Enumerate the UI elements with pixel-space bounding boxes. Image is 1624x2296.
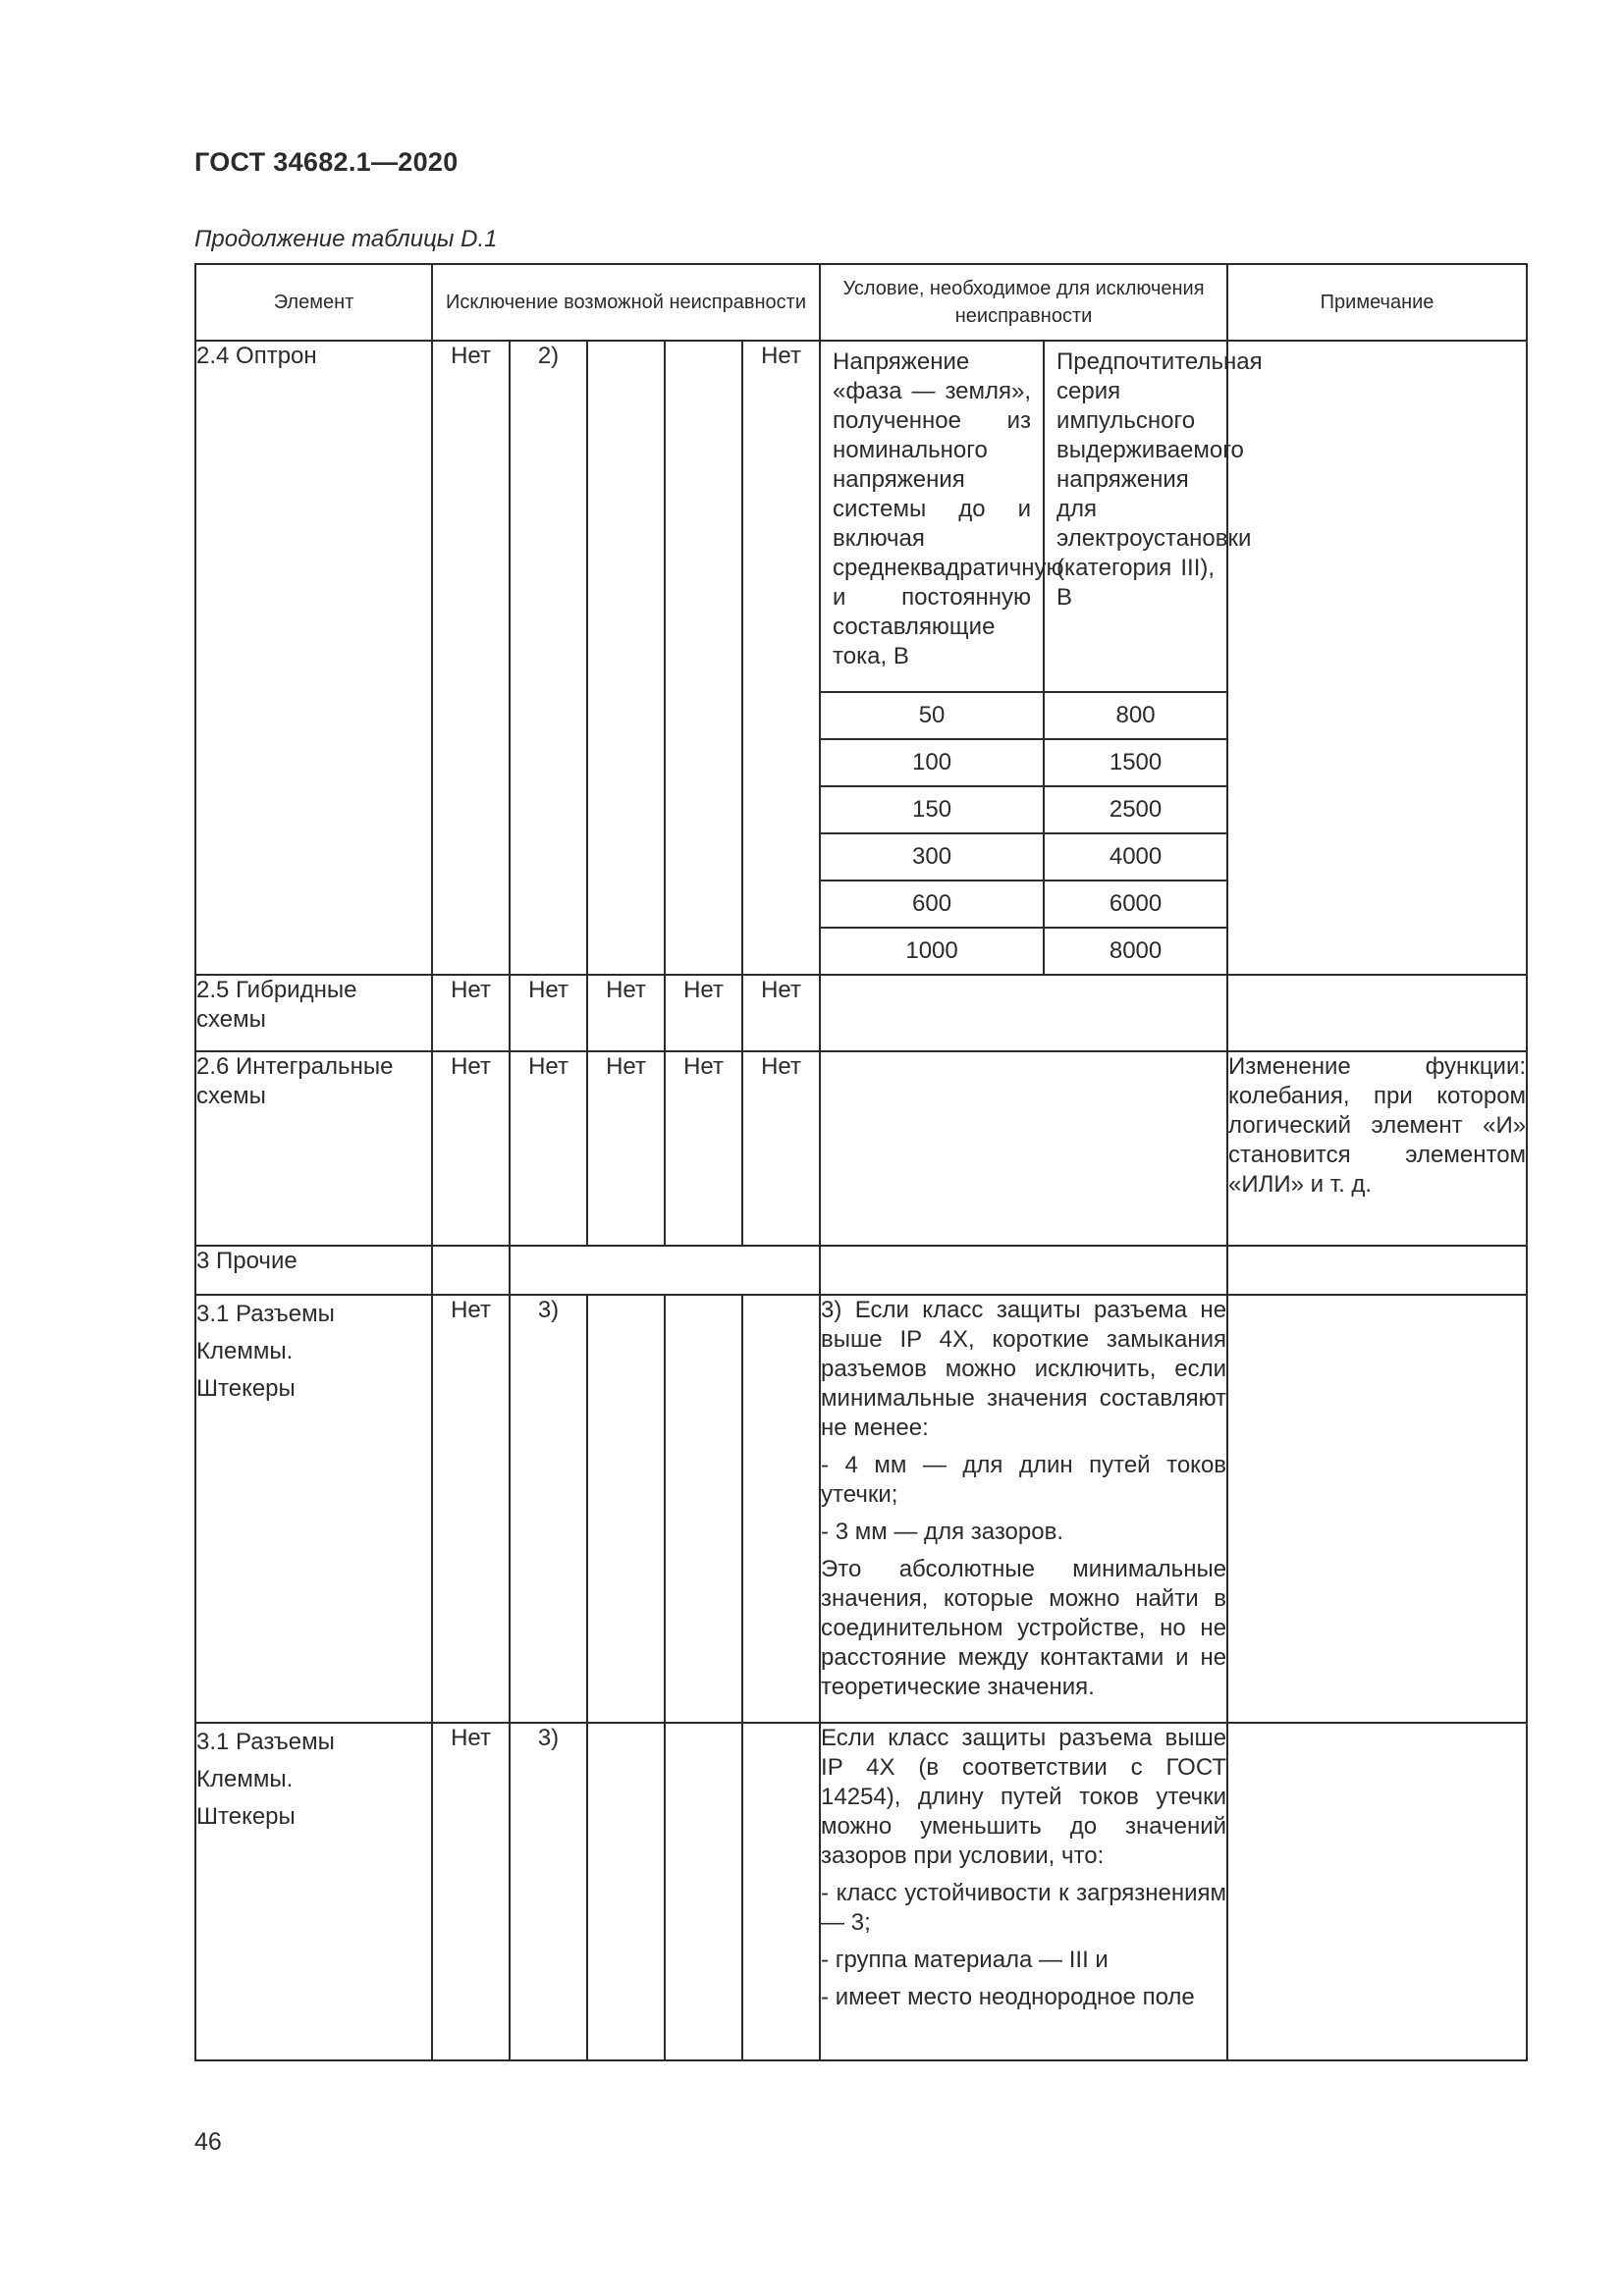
voltage-value: 600 [821,881,1044,928]
exclusion-cell: Нет [665,1051,742,1246]
note-cell [1227,341,1527,975]
exclusion-cell: Нет [665,975,742,1051]
exclusion-cell: Нет [587,1051,665,1246]
voltage-value: 150 [821,786,1044,833]
exclusion-cell: Нет [432,975,510,1051]
header-row [195,264,1527,341]
exclusion-cell: Нет [742,975,820,1051]
element-line: Штекеры [196,1803,296,1830]
condition-cell [820,1723,1227,2060]
element-line: Штекеры [196,1375,296,1402]
exclusion-cell: Нет [587,975,665,1051]
exclusion-cell: Нет [510,975,587,1051]
exclusion-cell: Нет [510,1051,587,1246]
impulse-value: 4000 [1044,833,1226,881]
header-note: Примечание [1227,264,1527,341]
condition-paragraph: Это абсолютные минимальные значения, которые можно найти в соединительном устройстве, но не расстояние между контактами и не теоретические значения. [821,1556,1227,1700]
exclusion-cell: Нет [432,1051,510,1246]
table-row [195,341,1527,975]
table-row [195,1723,1527,2060]
element-line: 3.1 Разъемы [196,1301,335,1327]
impulse-value: 2500 [1044,786,1226,833]
element-cell: 2.4 Оптрон [195,341,432,975]
element-cell: 2.6 Интегральные схемы [195,1051,432,1246]
element-cell [195,1723,432,2060]
page-number: 46 [194,2128,222,2156]
header-condition: Условие, необходимое для исключения неисправности [820,264,1227,341]
exclusion-cell [665,341,742,975]
note-cell: Изменение функции: колебания, при котором логический элемент «И» становится элементом «ИЛИ» и т. д. [1227,1051,1527,1246]
element-cell: 2.5 Гибридные схемы [195,975,432,1051]
condition-paragraph: - 4 мм — для длин путей токов утечки; [821,1452,1227,1508]
voltage-table [821,342,1263,974]
element-line: Клеммы. [196,1338,294,1364]
condition-paragraph: Если класс защиты разъема выше IP 4X (в соответствии с ГОСТ 14254), длину путей токов утечки можно уменьшить до значений зазоров при условии, что: [821,1725,1227,1869]
condition-paragraph: 3) Если класс защиты разъема не выше IP 4X, короткие замыкания разъемов можно исключить, если минимальные значения составляют не менее: [821,1297,1227,1441]
exclusion-cell: Нет [742,341,820,975]
impulse-value: 800 [1044,692,1226,739]
exclusion-cell: 3) [510,1723,587,2060]
voltage-header: Напряжение «фаза — земля», полученное из номинального напряжения системы до и включая среднеквадратичную и постоянную составляющие тока, В [821,342,1044,692]
voltage-value: 50 [821,692,1044,739]
condition-paragraph: - 3 мм — для зазоров. [821,1519,1064,1545]
table-row [195,1051,1527,1246]
condition-cell [820,975,1227,1051]
condition-paragraph: - класс устойчивости к загрязнениям — 3; [821,1880,1227,1936]
condition-cell [820,1295,1227,1723]
impulse-value: 1500 [1044,739,1226,786]
voltage-value: 300 [821,833,1044,881]
exclusion-cell: 3) [510,1295,587,1723]
element-line: 3.1 Разъемы [196,1729,335,1755]
exclusion-cell: 2) [510,341,587,975]
impulse-value: 8000 [1044,928,1226,974]
condition-paragraph: - имеет место неоднородное поле [821,1984,1195,2010]
condition-cell [820,1051,1227,1246]
document-header: ГОСТ 34682.1—2020 [194,147,459,177]
table-row [195,1246,1527,1295]
exclusion-cell: Нет [432,1723,510,2060]
table-caption: Продолжение таблицы D.1 [194,226,498,252]
exclusion-cell: Нет [742,1051,820,1246]
exclusion-cell [587,341,665,975]
element-line: Клеммы. [196,1766,294,1792]
voltage-value: 100 [821,739,1044,786]
table-row [195,975,1527,1051]
header-exclusion: Исключение возможной неисправности [432,264,820,341]
data-table [194,263,1528,2061]
impulse-value: 6000 [1044,881,1226,928]
element-cell: 3 Прочие [195,1246,432,1295]
condition-cell [820,341,1263,975]
element-cell [195,1295,432,1723]
impulse-header: Предпочтительная серия импульсного выдерживаемого напряжения для электроустановки (категория III), В [1044,342,1226,692]
exclusion-cell: Нет [432,341,510,975]
voltage-value: 1000 [821,928,1044,974]
note-cell [1227,975,1527,1051]
header-element: Элемент [195,264,432,341]
exclusion-cell: Нет [432,1295,510,1723]
condition-paragraph: - группа материала — III и [821,1947,1109,1973]
table-row [195,1295,1527,1723]
